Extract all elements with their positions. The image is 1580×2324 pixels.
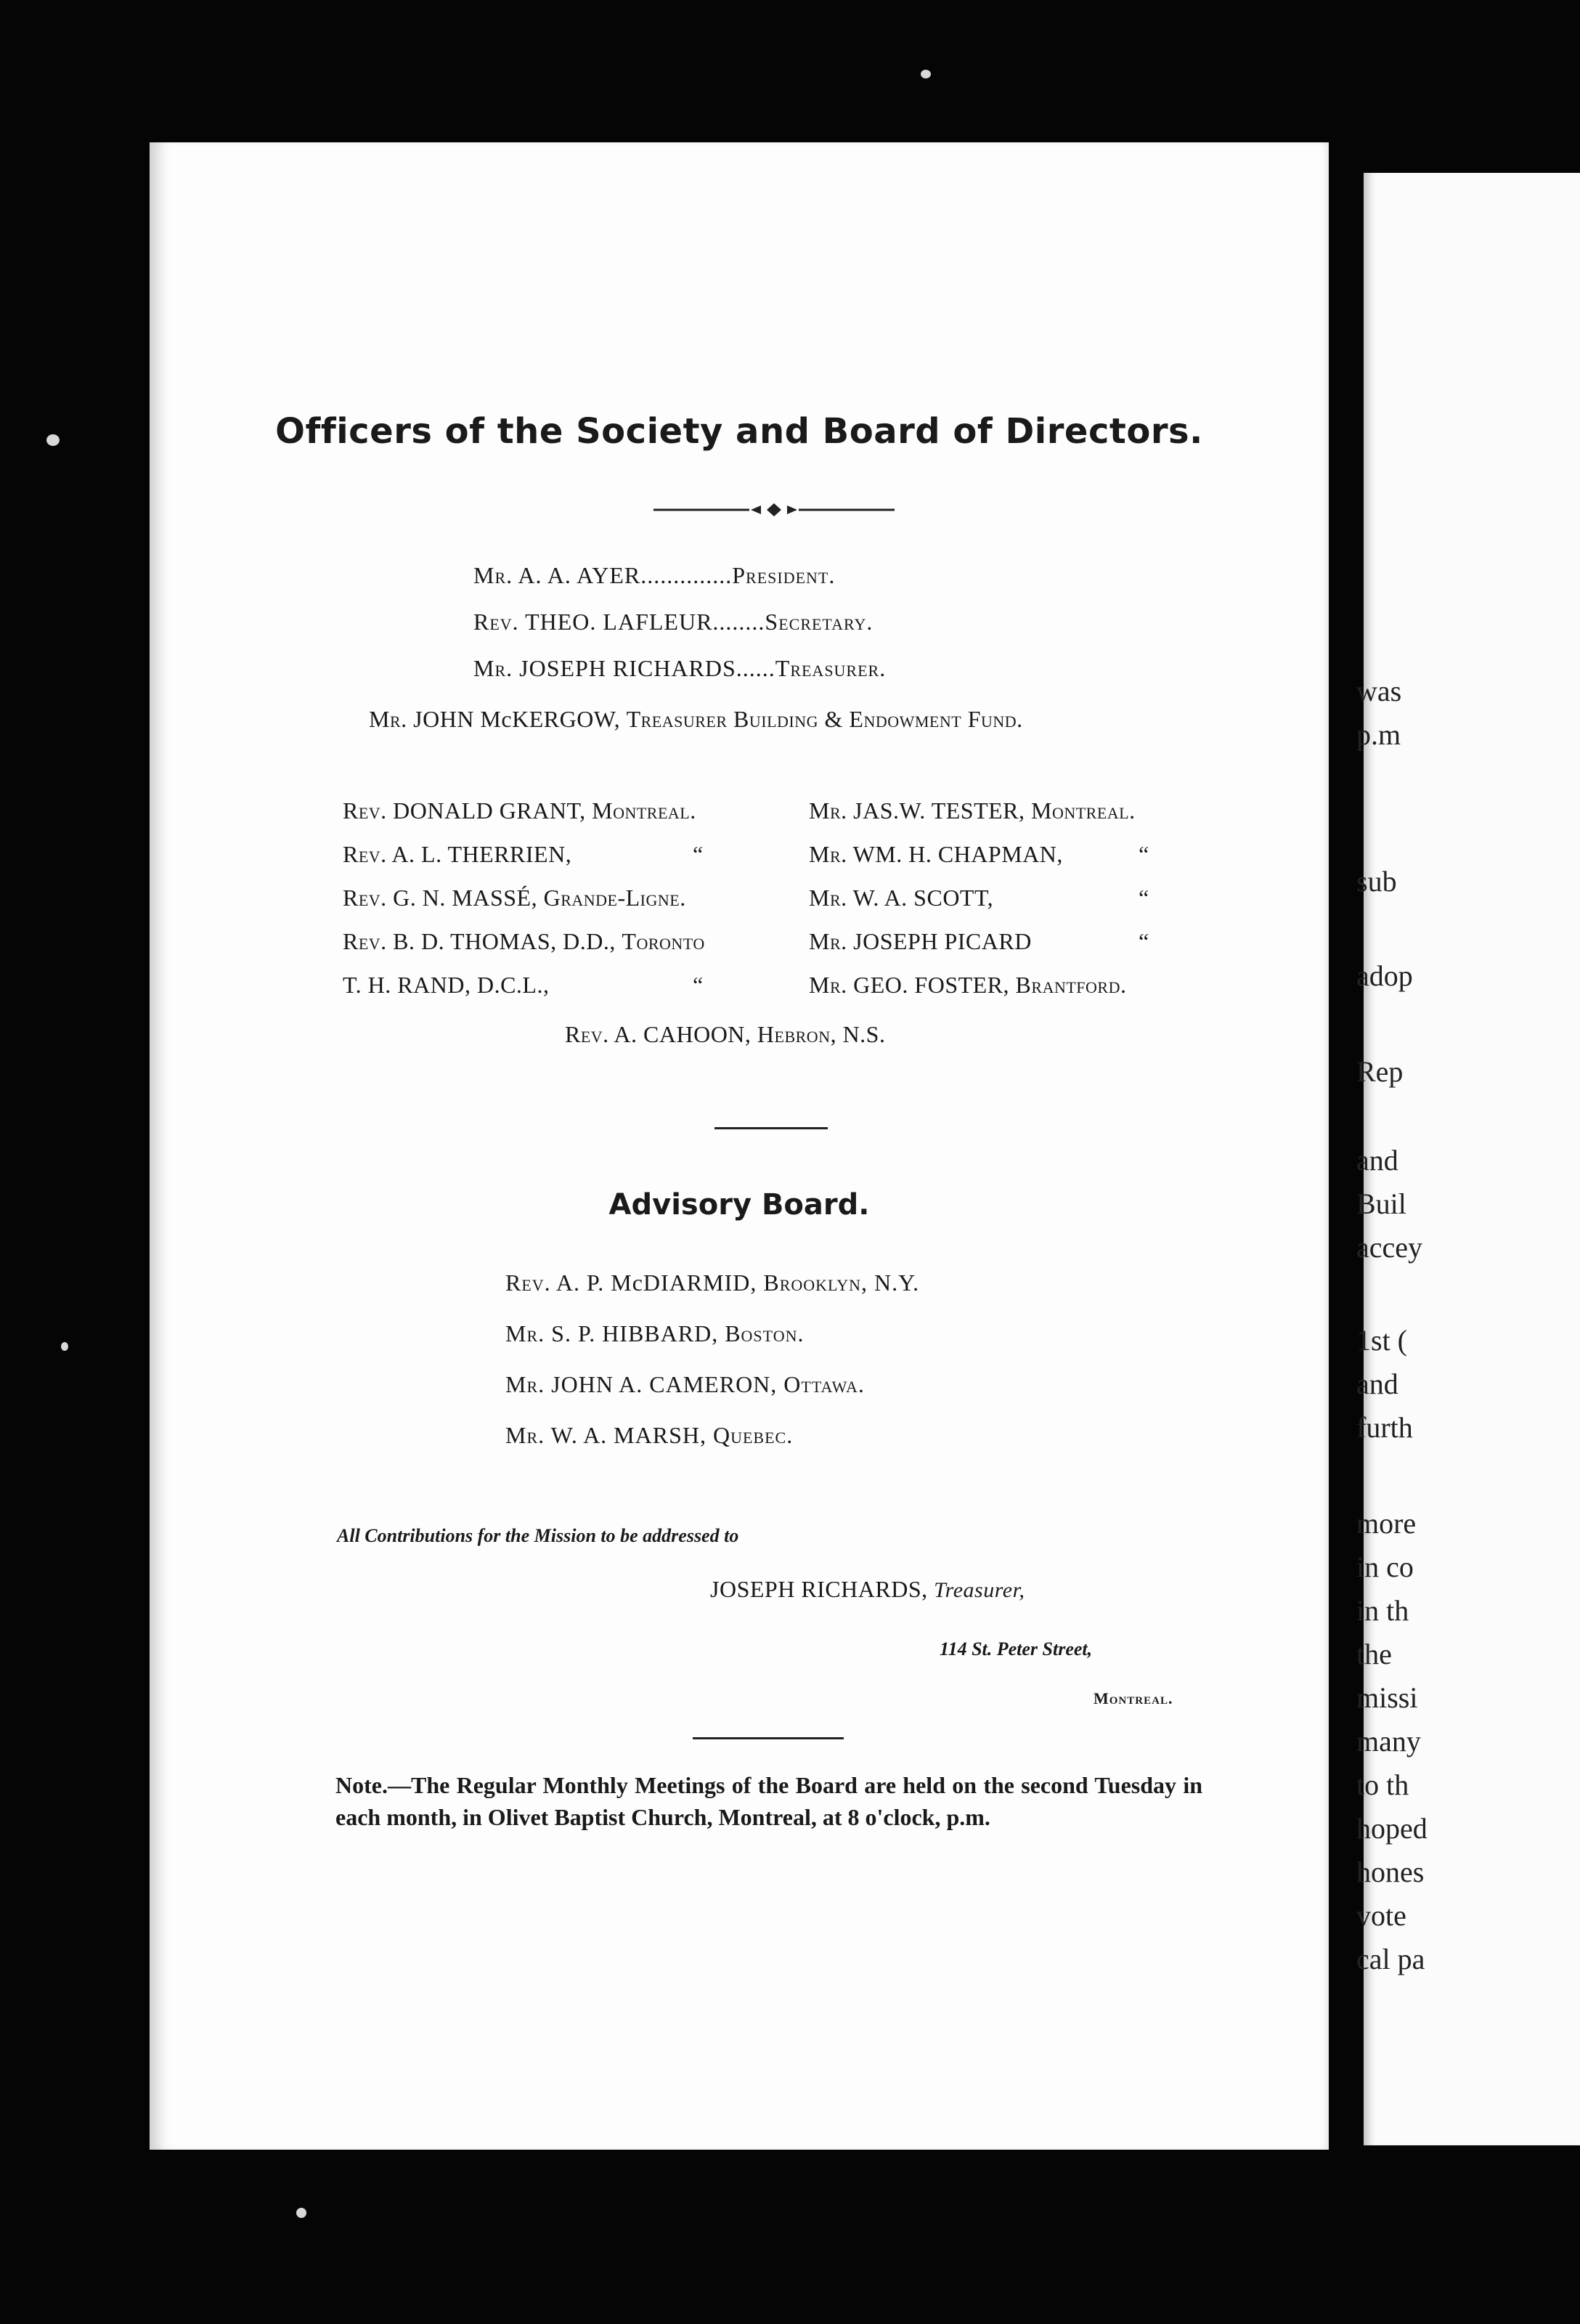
director-name: JAS.W. TESTER, xyxy=(853,797,1025,824)
director-entry xyxy=(343,885,686,911)
officer-row xyxy=(473,655,886,682)
director-prefix: Rev. xyxy=(343,885,387,911)
officer-prefix: Rev. xyxy=(473,609,519,635)
director-entry xyxy=(809,928,1032,955)
advisory-board-title: Advisory Board. xyxy=(608,1188,870,1222)
city: Montreal. xyxy=(1094,1689,1173,1707)
street-address: 114 St. Peter Street, xyxy=(940,1638,1093,1659)
ditto-mark: “ xyxy=(1139,928,1149,954)
dot-leader: ........ xyxy=(712,609,765,635)
officer-row xyxy=(473,609,873,635)
treasurer-line xyxy=(710,1576,1025,1603)
officer-prefix: Mr. xyxy=(369,706,407,732)
director-place: Montreal. xyxy=(592,797,696,824)
ornament-divider xyxy=(653,503,895,517)
dot-leader: ...... xyxy=(736,655,775,681)
scan-speck xyxy=(61,1342,68,1351)
adjacent-page-fragment xyxy=(1356,173,1580,2145)
fragment-text: p.m xyxy=(1356,718,1401,751)
contributions-note: All Contributions for the Mission to be addressed to xyxy=(337,1525,739,1546)
director-name: A. CAHOON, xyxy=(614,1021,752,1047)
advisor-name: W. A. MARSH, xyxy=(550,1422,706,1448)
advisor-prefix: Mr. xyxy=(505,1320,545,1346)
officer-prefix: Mr. xyxy=(473,562,513,588)
officer-name: THEO. LAFLEUR xyxy=(525,609,713,635)
ditto-mark: “ xyxy=(693,841,704,867)
advisory-entry xyxy=(505,1371,865,1398)
officer-role: Secretary. xyxy=(765,609,874,635)
treasurer-title: Treasurer, xyxy=(934,1578,1025,1602)
director-place: Hebron, N.S. xyxy=(757,1021,886,1047)
fragment-text: many xyxy=(1356,1725,1421,1758)
document-page xyxy=(150,142,1329,2150)
ditto-mark: “ xyxy=(693,972,704,998)
director-name: JOSEPH PICARD xyxy=(853,928,1032,954)
director-prefix: Mr. xyxy=(809,885,847,911)
director-prefix: Mr. xyxy=(809,928,847,954)
director-name: B. D. THOMAS, D.D., xyxy=(393,928,616,954)
scan-speck xyxy=(921,70,931,78)
scan-speck xyxy=(46,434,60,446)
director-entry xyxy=(343,797,696,824)
officer-role: President. xyxy=(732,562,836,588)
advisory-entry xyxy=(505,1269,919,1296)
director-prefix: Rev. xyxy=(343,841,387,867)
advisor-name: S. P. HIBBARD, xyxy=(551,1320,719,1346)
director-entry xyxy=(809,972,1126,999)
director-place: Toronto xyxy=(622,928,705,954)
director-entry xyxy=(343,972,549,999)
director-entry xyxy=(809,885,993,911)
officer-name: JOHN McKERGOW, xyxy=(413,706,621,732)
meeting-note xyxy=(335,1769,1202,1833)
ditto-mark: “ xyxy=(1139,885,1149,911)
advisory-entry xyxy=(505,1422,793,1449)
officer-row xyxy=(473,562,835,589)
fragment-text: was xyxy=(1356,675,1402,707)
fragment-text: accey xyxy=(1356,1231,1423,1264)
page-title: Officers of the Society and Board of Directors. xyxy=(275,411,1203,452)
advisor-place: Quebec. xyxy=(712,1422,794,1448)
fragment-text: in co xyxy=(1356,1551,1414,1583)
director-prefix: Rev. xyxy=(343,928,387,954)
director-place: Grande-Ligne. xyxy=(543,885,686,911)
advisor-place: Brooklyn, N.Y. xyxy=(763,1269,920,1296)
director-entry xyxy=(343,841,571,868)
fragment-text: Rep xyxy=(1356,1055,1404,1088)
director-prefix: Mr. xyxy=(809,972,847,998)
note-label: Note. xyxy=(335,1772,388,1798)
fragment-text: hones xyxy=(1356,1856,1425,1888)
advisor-prefix: Rev. xyxy=(505,1269,551,1296)
dot-leader: .............. xyxy=(640,562,733,588)
fragment-text: missi xyxy=(1356,1681,1418,1714)
officer-role: Treasurer. xyxy=(775,655,887,681)
director-prefix: Mr. xyxy=(809,797,847,824)
director-name: WM. H. CHAPMAN, xyxy=(852,841,1063,867)
director-entry xyxy=(343,928,705,955)
section-divider xyxy=(693,1737,844,1739)
ditto-mark: “ xyxy=(1139,841,1149,867)
fragment-text: and xyxy=(1356,1368,1398,1400)
advisory-entry xyxy=(505,1320,805,1347)
director-name: T. H. RAND, D.C.L., xyxy=(343,972,550,998)
director-name: GEO. FOSTER, xyxy=(853,972,1010,998)
officer-name: JOSEPH RICHARDS xyxy=(519,655,736,681)
director-name: DONALD GRANT, xyxy=(393,797,586,824)
fragment-text: the xyxy=(1356,1638,1392,1670)
director-name: W. A. SCOTT, xyxy=(852,885,994,911)
director-prefix: Mr. xyxy=(809,841,847,867)
fragment-text: hoped xyxy=(1356,1812,1428,1845)
fragment-text: cal pa xyxy=(1356,1943,1425,1975)
fragment-text: vote xyxy=(1356,1899,1406,1932)
treasurer-name: JOSEPH RICHARDS, xyxy=(710,1576,928,1602)
fragment-text: adop xyxy=(1356,959,1413,992)
fragment-text: furth xyxy=(1356,1411,1413,1444)
advisor-place: Ottawa. xyxy=(783,1371,865,1397)
fragment-text: in th xyxy=(1356,1594,1409,1627)
fragment-text: and xyxy=(1356,1144,1398,1177)
director-place: Montreal. xyxy=(1031,797,1136,824)
director-entry xyxy=(809,797,1136,824)
section-divider xyxy=(714,1127,828,1129)
advisor-prefix: Mr. xyxy=(505,1371,545,1397)
advisor-place: Boston. xyxy=(725,1320,805,1346)
fragment-text: more xyxy=(1356,1507,1417,1540)
fragment-text: sub xyxy=(1356,865,1397,898)
scan-speck xyxy=(296,2208,306,2218)
director-name: G. N. MASSÉ, xyxy=(393,885,538,911)
advisor-prefix: Mr. xyxy=(505,1422,545,1448)
officer-role: Treasurer Building & Endowment Fund. xyxy=(626,706,1023,732)
officer-prefix: Mr. xyxy=(473,655,513,681)
director-prefix: Rev. xyxy=(565,1021,609,1047)
officer-name: A. A. AYER xyxy=(518,562,641,588)
advisor-name: JOHN A. CAMERON, xyxy=(551,1371,778,1397)
advisor-name: A. P. McDIARMID, xyxy=(555,1269,757,1296)
director-name: A. L. THERRIEN, xyxy=(391,841,572,867)
fragment-text: Buil xyxy=(1356,1187,1406,1220)
fragment-text: 1st ( xyxy=(1356,1324,1407,1357)
director-entry xyxy=(565,1021,885,1048)
director-prefix: Rev. xyxy=(343,797,387,824)
director-place: Brantford. xyxy=(1015,972,1127,998)
director-entry xyxy=(809,841,1063,868)
fragment-text: to th xyxy=(1356,1768,1409,1801)
note-text: —The Regular Monthly Meetings of the Board are held on the second Tuesday in each month, in Olivet Baptist Church, Montreal, at 8 o'clock, p.m. xyxy=(335,1772,1202,1830)
fund-officer-row xyxy=(369,706,1023,733)
